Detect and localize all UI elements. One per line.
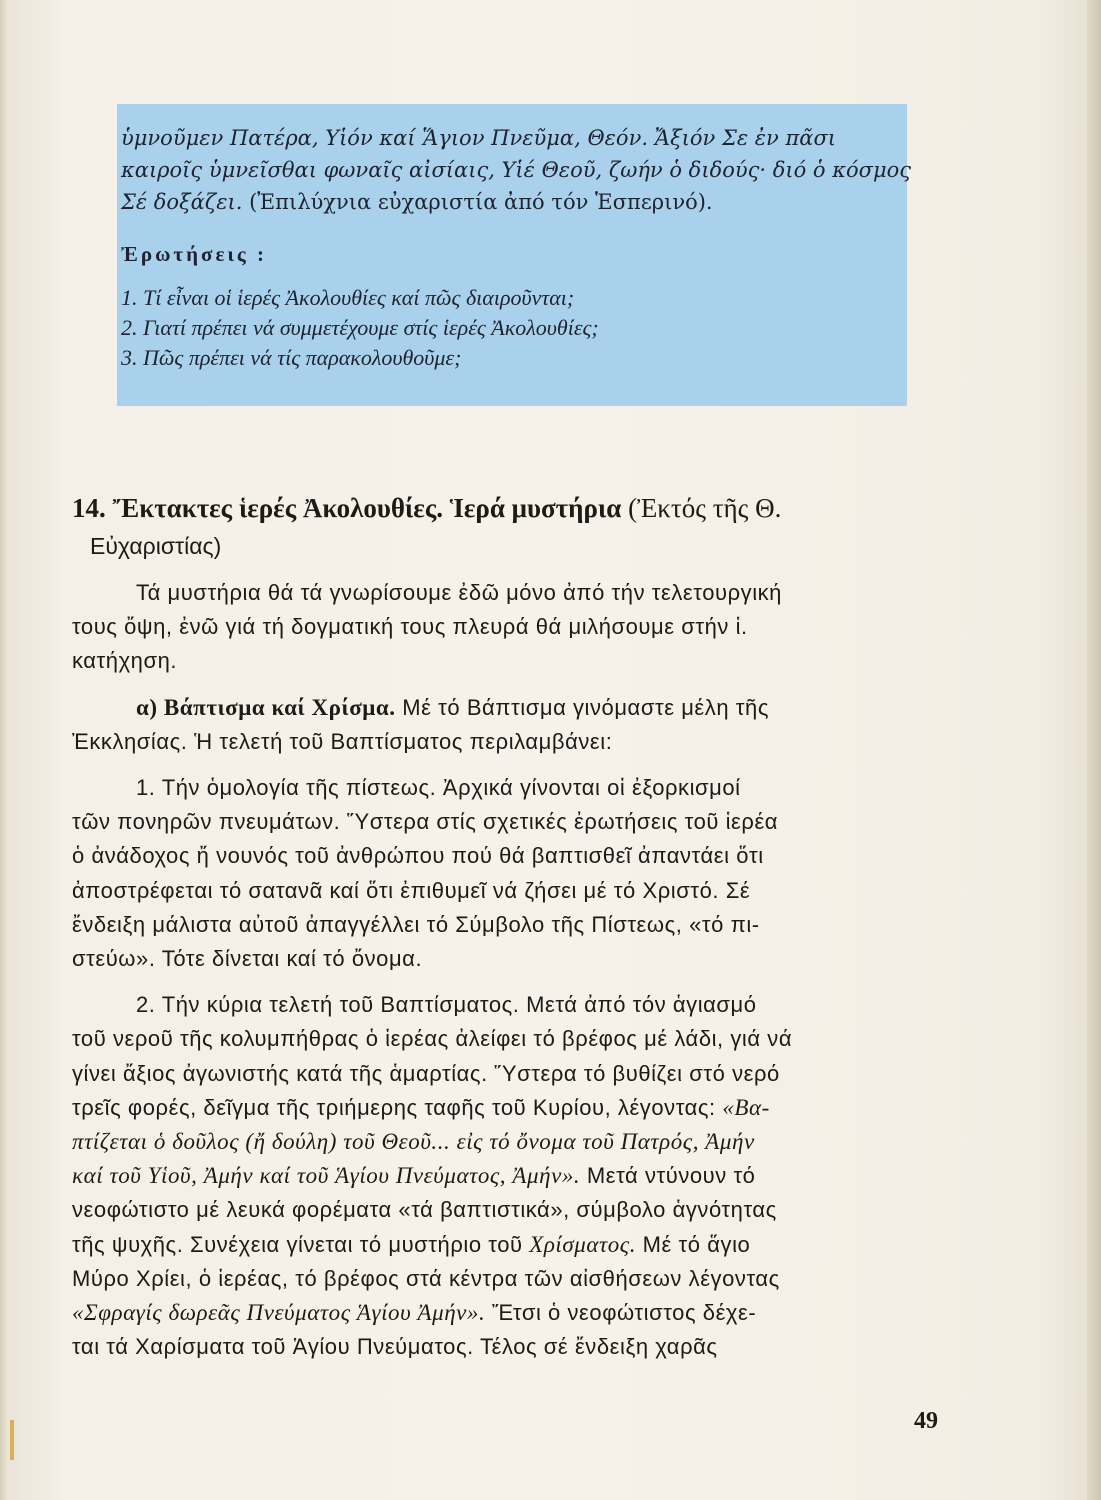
item-2-line-5: πτίζεται ὁ δοῦλος (ἤ δούλη) τοῦ Θεοῦ... εἰς τό ὄνομα τοῦ Πατρός, Ἀμήν [72,1129,755,1155]
item-2-line-11: ται τά Χαρίσματα τοῦ Ἁγίου Πνεύματος. Τέλος σέ ἔνδειξη χαρᾶς [72,1334,718,1360]
item-2-line-8 [72,1228,942,1262]
item-1-line-3: ὁ ἀνάδοχος ἤ νουνός τοῦ ἀνθρώπου πού θά βαπτισθεῖ ἀπαντάει ὅτι [72,843,764,869]
intro-line-2: τους ὄψη, ἐνῶ γιά τή δογματική τους πλευρά θά μιλήσουμε στήν ἱ. [72,614,748,640]
item-2-line-4-text: τρεῖς φορές, δεῖγμα τῆς τριήμερης ταφῆς τοῦ Κυρίου, λέγοντας: [72,1094,723,1120]
subsection-a-first-rest: Μέ τό Βάπτισμα γινόμαστε μέλη τῆς [402,694,769,720]
hymn-line-1: ὑμνοῦμεν Πατέρα, Υἱόν καί Ἅγιον Πνεῦμα, Θεόν. Ἄξιόν Σε ἐν πᾶσι [121,126,837,150]
hymn-source-note: (Ἐπιλύχνια εὐχαριστία ἀπό τόν Ἑσπερινό). [249,190,713,214]
section-title-rest: (Ἐκτός τῆς Θ. [628,493,782,523]
subsection-a-line-1 [72,691,942,725]
page-right-edge [1087,0,1101,1500]
subsection-a-paragraph [72,691,942,759]
item-2-line-10-quote: «Σφραγίς δωρεᾶς Πνεύματος Ἁγίου Ἀμήν». [72,1300,486,1326]
item-2-line-6-text: Μετά ντύνουν τό [580,1163,756,1189]
spine-mark [10,1420,14,1460]
item-2-line-8-text: τῆς ψυχῆς. Συνέχεια γίνεται τό μυστήριο τοῦ [72,1231,530,1257]
intro-line-1: Τά μυστήρια θά τά γνωρίσουμε ἐδῶ μόνο ἀπό τήν τελετουργική [136,580,782,605]
item-2-line-7: νεοφώτιστο μέ λευκά φορέματα «τά βαπτιστικά», σύμβολο ἁγνότητας [72,1197,777,1223]
item-2-line-6-quote: καί τοῦ Υἱοῦ, Ἀμήν καί τοῦ Ἁγίου Πνεύματος, Ἀμήν». [72,1163,581,1189]
item-1-line-6: στεύω». Τότε δίνεται καί τό ὄνομα. [72,946,423,972]
item-1-line-5: ἔνδειξη μάλιστα αὐτοῦ ἀπαγγέλλει τό Σύμβολο τῆς Πίστεως, «τό πι- [72,911,760,937]
item-2-line-1: 2. Τήν κύρια τελετή τοῦ Βαπτίσματος. Μετά ἀπό τόν ἁγιασμό [136,992,757,1018]
item-2-line-6 [72,1159,942,1193]
spacer [72,564,942,576]
hymn-line-3 [121,186,907,218]
subsection-a-lead: α) Βάπτισμα καί Χρίσμα. [136,694,396,720]
section-title-bold: Ἔκτακτες ἱερές Ἀκολουθίες. Ἱερά μυστήρια [112,493,622,523]
main-text [72,488,942,1364]
item-2-line-4-quote: «Βα- [722,1094,770,1120]
intro-paragraph [72,576,942,679]
intro-line-3: κατήχηση. [72,648,178,674]
item-2-line-10 [72,1296,942,1330]
subsection-a-line-2: Ἐκκλησίας. Ἡ τελετή τοῦ Βαπτίσματος περιλαμβάνει: [72,728,613,754]
hymn-line-2: καιροῖς ὑμνεῖσθαι φωναῖς αἰσίαις, Υἱέ Θεοῦ, ζωήν ὁ διδούς· διό ὁ κόσμος [121,158,912,182]
item-1-paragraph [72,771,942,976]
page-left-edge [0,0,8,1500]
item-2-line-8-term: Χρίσματος. [529,1231,636,1257]
spacer [72,679,942,691]
item-2-line-4 [72,1091,942,1125]
section-heading [72,488,942,528]
hymn-line-3-text: Σέ δοξάζει. [121,190,243,214]
questions-heading: Ἐρωτήσεις : [121,242,268,266]
item-1-line-1: 1. Τήν ὁμολογία τῆς πίστεως. Ἀρχικά γίνονται οἱ ἐξορκισμοί [136,775,741,801]
item-2-paragraph [72,988,942,1364]
item-1-line-4: ἀποστρέφεται τό σατανᾶ καί ὅτι ἐπιθυμεῖ νά ζήσει μέ τό Χριστό. Σέ [72,877,751,903]
highlight-box [117,104,912,406]
item-2-line-10-text: Ἔτσι ὁ νεοφώτιστος δέχε- [485,1300,757,1326]
question-2: 2. Γιατί πρέπει νά συμμετέχουμε στίς ἱερές Ἀκολουθίες; [121,315,599,340]
section-title-continuation: Εὐχαριστίας) [90,533,222,559]
section-number: 14. [72,493,106,523]
item-2-line-9: Μύρο Χρίει, ὁ ἱερέας, τό βρέφος στά κέντρα τῶν αἰσθήσεων λέγοντας [72,1265,780,1291]
spacer [72,759,942,771]
question-3: 3. Πῶς πρέπει νά τίς παρακολουθοῦμε; [121,345,462,370]
item-2-line-3: γίνει ἄξιος ἀγωνιστής κατά τῆς ἁμαρτίας. Ὕστερα τό βυθίζει στό νερό [72,1060,780,1086]
item-2-line-8-rest: Μέ τό ἅγιο [636,1231,751,1257]
question-1: 1. Τί εἶναι οἱ ἱερές Ἀκολουθίες καί πῶς διαιροῦνται; [121,285,575,310]
page-number: 49 [914,1408,938,1434]
item-2-line-2: τοῦ νεροῦ τῆς κολυμπήθρας ὁ ἱερέας ἀλείφει τό βρέφος μέ λάδι, γιά νά [72,1026,793,1052]
spacer [72,976,942,988]
item-1-line-2: τῶν πονηρῶν πνευμάτων. Ὕστερα στίς σχετικές ἐρωτήσεις τοῦ ἱερέα [72,809,779,835]
